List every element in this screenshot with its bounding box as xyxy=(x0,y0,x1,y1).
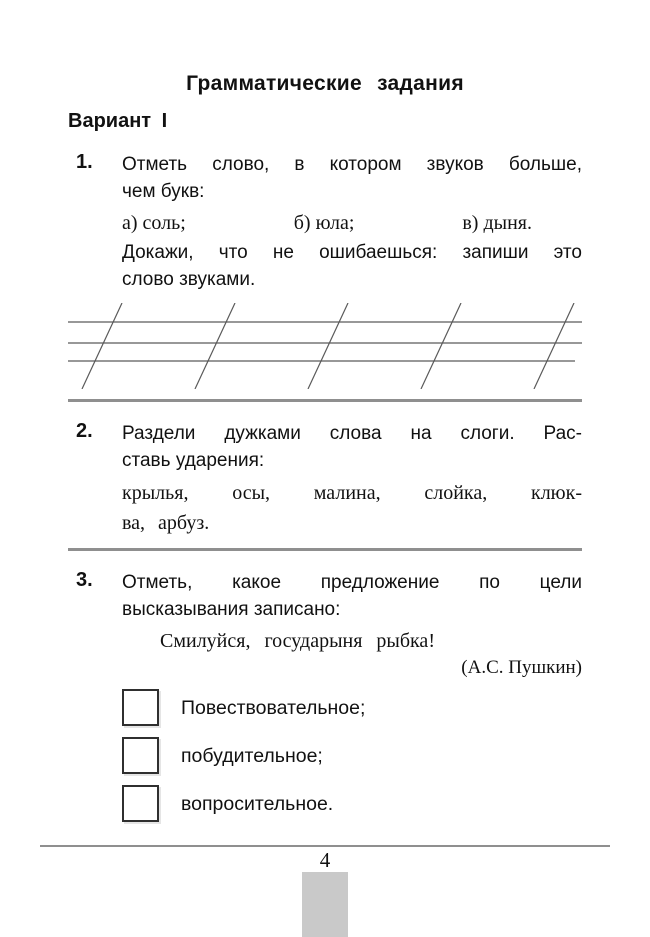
page-title: Грамматические задания xyxy=(186,72,464,95)
task-2 xyxy=(68,420,582,538)
footer-rule xyxy=(40,845,610,847)
task-3 xyxy=(68,569,582,833)
task-1-instruction-line: Отметь слово, в котором звуков больше, xyxy=(122,154,582,175)
answer-checkbox-imperative[interactable] xyxy=(122,737,159,774)
section-divider xyxy=(68,548,582,551)
option-a: а) соль; xyxy=(122,212,186,234)
word-list-line: крылья, осы, малина, слойка, клюк- xyxy=(122,482,582,504)
task-3-number: 3. xyxy=(76,569,93,591)
quote-sentence: Смилуйся, государыня рыбка! xyxy=(160,630,435,652)
task-3-body xyxy=(122,569,582,833)
choice-row xyxy=(122,785,582,822)
page-content xyxy=(0,72,650,833)
task-3-instruction-line: Отметь, какое предложение по цели xyxy=(122,572,582,593)
task-2-instruction-line: Раздели дужками слова на слоги. Рас- xyxy=(122,423,582,444)
task-1 xyxy=(68,151,582,293)
choice-row xyxy=(122,689,582,726)
task-1-instruction-line: чем букв: xyxy=(122,181,205,202)
choice-label: вопросительное. xyxy=(181,792,334,815)
answer-checkbox-narrative[interactable] xyxy=(122,689,159,726)
task-3-instruction-line: высказывания записано: xyxy=(122,599,341,620)
task-1-instruction-line: Докажи, что не ошибаешься: запиши это xyxy=(122,242,582,263)
task-1-options xyxy=(122,209,582,237)
task-2-word-list xyxy=(122,478,582,538)
handwriting-answer-area[interactable] xyxy=(68,303,582,389)
quote-author: (А.С. Пушкин) xyxy=(461,657,582,678)
answer-choices xyxy=(122,689,582,822)
ruling-horizontal-lines xyxy=(68,322,582,361)
choice-row xyxy=(122,737,582,774)
footer-tab xyxy=(302,872,348,937)
word-list-line: ва, арбуз. xyxy=(122,512,210,534)
task-1-instruction-line: слово звуками. xyxy=(122,269,256,290)
task-2-instruction-line: ставь ударения: xyxy=(122,450,265,471)
task-2-body xyxy=(122,420,582,538)
task-1-number: 1. xyxy=(76,151,93,173)
task-1-body xyxy=(122,151,582,293)
page-number: 4 xyxy=(319,848,331,872)
answer-checkbox-interrogative[interactable] xyxy=(122,785,159,822)
section-divider xyxy=(68,399,582,402)
variant-heading: Вариант I xyxy=(68,110,168,132)
option-b: б) юла; xyxy=(293,212,355,234)
choice-label: побудительное; xyxy=(181,744,323,767)
option-c: в) дыня. xyxy=(462,212,532,234)
ruling-slant-lines xyxy=(82,303,574,389)
task-2-number: 2. xyxy=(76,420,93,442)
choice-label: Повествовательное; xyxy=(181,696,366,719)
